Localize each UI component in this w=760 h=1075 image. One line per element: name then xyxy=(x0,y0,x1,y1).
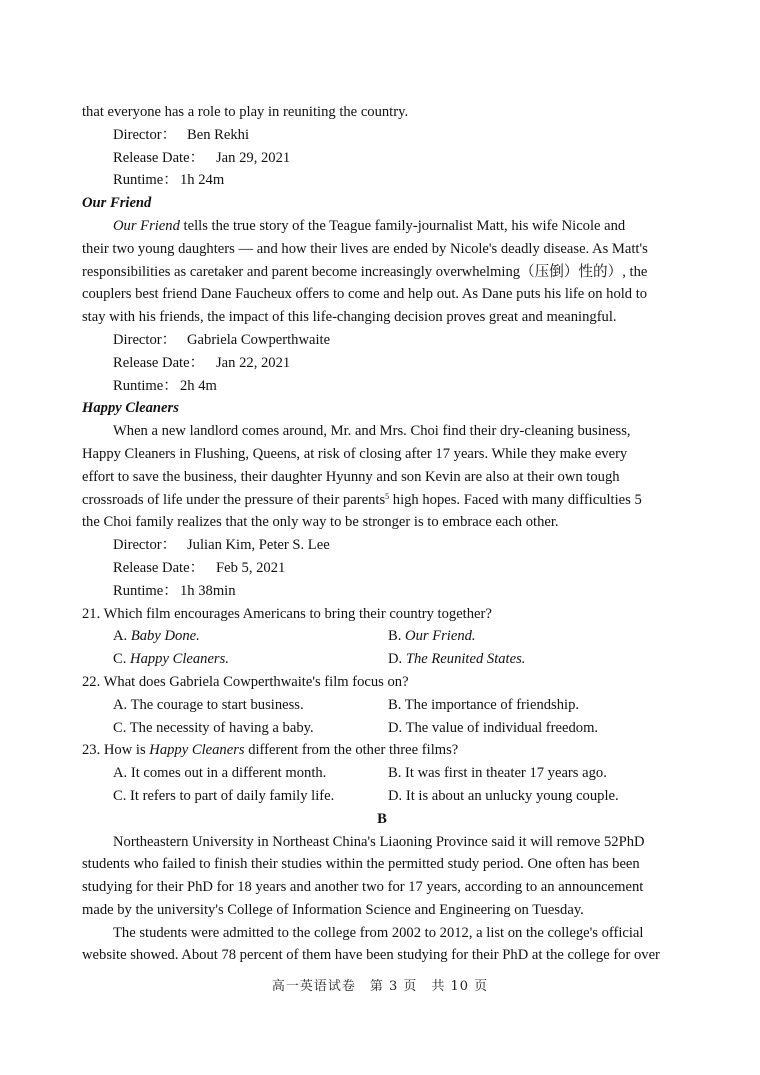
film2-director: Julian Kim, Peter S. Lee xyxy=(187,537,330,554)
page-content xyxy=(82,101,682,967)
film0-director-line: Director： Ben Rekhi xyxy=(113,126,250,143)
film2-director-line: Director： Julian Kim, Peter S. Lee xyxy=(113,537,330,554)
q21-options-row2 xyxy=(82,648,682,671)
q21-option-a[interactable]: A. Baby Done. xyxy=(113,628,200,645)
film2-desc-l1: When a new landlord comes around, Mr. and Mrs. Choi find their dry-cleaning business, xyxy=(113,423,631,440)
film1-release: Jan 22, 2021 xyxy=(216,354,291,371)
q21-stem: 21. Which film encourages Americans to bring their country together? xyxy=(82,605,492,622)
passage-b-p2-l1: The students were admitted to the college from 2002 to 2012, a list on the college's official xyxy=(113,924,644,941)
q22-options-row1 xyxy=(82,694,682,717)
film0-runtime: 1h 24m xyxy=(180,172,225,189)
q22-options-row2 xyxy=(82,717,682,740)
passage-b-p1-l4: made by the university's College of Information Science and Engineering on Tuesday. xyxy=(82,901,584,918)
passage-b-p2-l2: website showed. About 78 percent of them have been studying for their PhD at the college for over xyxy=(82,947,660,964)
film2-desc-l2: Happy Cleaners in Flushing, Queens, at risk of closing after 17 years. While they make every xyxy=(82,445,628,462)
passage-b-p1-l3: studying for their PhD for 18 years and another two for 17 years, according to an announcement xyxy=(82,879,644,896)
film1-desc-l2: their two young daughters — and how their lives are ended by Nicole's deadly disease. As Matt's xyxy=(82,240,648,257)
q23-options-row2 xyxy=(82,785,682,808)
film1-director-line: Director： Gabriela Cowperthwaite xyxy=(113,331,331,348)
passage-b-p1-l1: Northeastern University in Northeast China's Liaoning Province said it will remove 52PhD xyxy=(113,833,645,850)
film2-runtime: 1h 38min xyxy=(180,582,236,599)
film2-desc-l3: effort to save the business, their daughter Hyunny and son Kevin are also at their own tough xyxy=(82,468,620,485)
film1-runtime: 2h 4m xyxy=(180,377,217,394)
q23-stem: 23. How is Happy Cleaners different from the other three films? xyxy=(82,742,459,759)
q22-stem: 22. What does Gabriela Cowperthwaite's film focus on? xyxy=(82,673,409,690)
q22-option-d[interactable]: D. The value of individual freedom. xyxy=(388,719,599,736)
film2-release: Feb 5, 2021 xyxy=(216,559,286,576)
film0-director: Ben Rekhi xyxy=(187,126,250,143)
q21-option-d[interactable]: D. The Reunited States. xyxy=(388,651,526,668)
passage-b-p1-l2: students who failed to finish their studies within the permitted study period. One often has been xyxy=(82,856,640,873)
intro-tail: that everyone has a role to play in reuniting the country. xyxy=(82,104,409,120)
film1-desc-l4: couplers best friend Dane Faucheux offers to come and help out. As Dane puts his life on hold to xyxy=(82,286,648,303)
q21-options-row1 xyxy=(82,625,682,648)
film0-release: Jan 29, 2021 xyxy=(216,149,291,166)
film0-runtime-line: Runtime： 1h 24m xyxy=(113,172,225,189)
q21-option-c[interactable]: C. Happy Cleaners. xyxy=(113,651,229,668)
film2-release-line: Release Date： Feb 5, 2021 xyxy=(113,559,286,576)
q22-option-a[interactable]: A. The courage to start business. xyxy=(113,696,304,713)
film2-desc-l4: crossroads of life under the pressure of their parents$^5$ high hopes. Faced with many difficulties 5 xyxy=(82,491,642,508)
q23-option-d[interactable]: D. It is about an unlucky young couple. xyxy=(388,787,619,804)
q23-options-row1 xyxy=(82,762,682,785)
film2-desc-l5: the Choi family realizes that the only way to be stronger is to embrace each other. xyxy=(82,514,559,531)
passage-b-heading: B xyxy=(377,810,387,827)
film1-desc-l1: Our Friend tells the true story of the Teague family-journalist Matt, his wife Nicole and xyxy=(113,217,626,234)
page-footer: 高一英语试卷 第 3 页 共 10 页 xyxy=(271,979,489,994)
film0-release-line: Release Date： Jan 29, 2021 xyxy=(113,149,291,166)
q22-option-c[interactable]: C. The necessity of having a baby. xyxy=(113,719,314,736)
film2-runtime-line: Runtime： 1h 38min xyxy=(113,582,236,599)
film2-title: Happy Cleaners xyxy=(82,400,179,417)
film1-release-line: Release Date： Jan 22, 2021 xyxy=(113,354,291,371)
q23-option-a[interactable]: A. It comes out in a different month. xyxy=(113,765,327,782)
film1-director: Gabriela Cowperthwaite xyxy=(187,331,331,348)
film1-title: Our Friend xyxy=(82,195,152,212)
film1-desc-l5: stay with his friends, the impact of this life-changing decision proves great and meaningful. xyxy=(82,309,617,326)
q23-option-b[interactable]: B. It was first in theater 17 years ago. xyxy=(388,765,607,782)
q23-option-c[interactable]: C. It refers to part of daily family life. xyxy=(113,787,335,804)
q22-option-b[interactable]: B. The importance of friendship. xyxy=(388,696,580,713)
film1-runtime-line: Runtime： 2h 4m xyxy=(113,377,217,394)
q21-option-b[interactable]: B. Our Friend. xyxy=(388,628,476,645)
film1-desc-l3: responsibilities as caretaker and parent become increasingly overwhelming（压倒）性的）, the xyxy=(82,263,648,280)
